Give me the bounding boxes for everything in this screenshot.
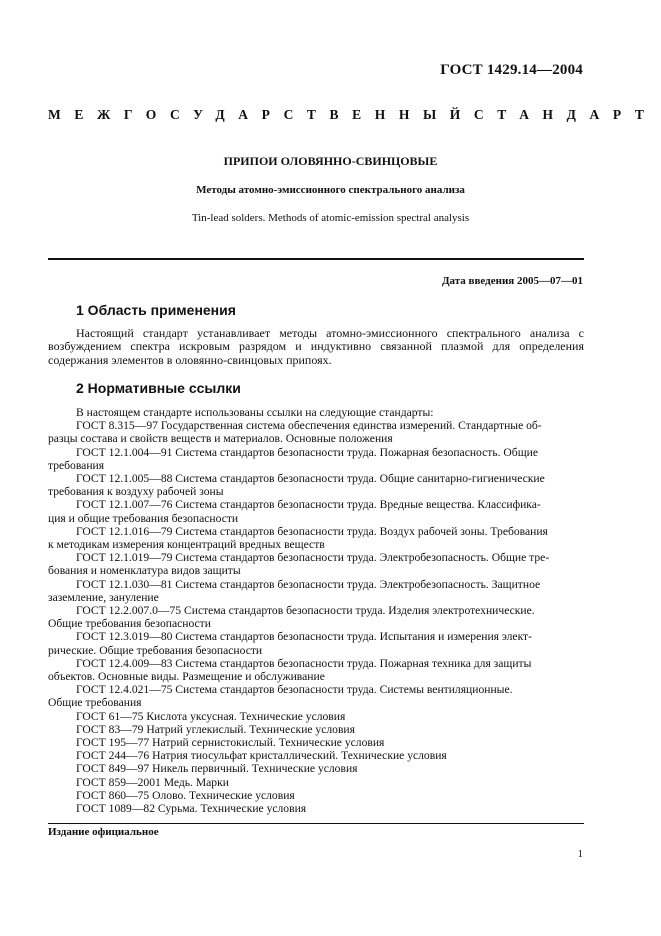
reference-line: разцы состава и свойств веществ и материалов. Основные положения [48, 432, 393, 446]
introduction-date: Дата введения 2005—07—01 [441, 275, 583, 287]
reference-line: ГОСТ 1089—82 Сурьма. Технические условия [76, 802, 307, 816]
reference-line: Общие требования безопасности [48, 617, 211, 631]
reference-line: ГОСТ 8.315—97 Государственная система обеспечения единства измерений. Стандартные об- [76, 419, 542, 433]
page-number: 1 [577, 848, 583, 860]
reference-line: В настоящем стандарте использованы ссылки на следующие стандарты: [76, 406, 434, 419]
standard-number: ГОСТ 1429.14—2004 [440, 62, 583, 78]
section-2-heading: 2 Нормативные ссылки [76, 380, 241, 396]
reference-line: ГОСТ 849—97 Никель первичный. Технические условия [76, 762, 358, 776]
reference-line: ГОСТ 860—75 Олово. Технические условия [76, 788, 295, 802]
normative-references-list [48, 406, 584, 815]
reference-line: заземление, зануление [48, 590, 159, 604]
reference-line: ГОСТ 859—2001 Медь. Марки [76, 775, 229, 789]
reference-line: ГОСТ 12.1.005—88 Система стандартов безопасности труда. Общие санитарно-гигиенические [76, 472, 545, 486]
reference-line: к методикам измерения концентраций вредных веществ [48, 538, 325, 552]
reference-line: ГОСТ 12.1.016—79 Система стандартов безопасности труда. Воздух рабочей зоны. Требования [76, 524, 548, 538]
reference-line: ГОСТ 12.2.007.0—75 Система стандартов безопасности труда. Изделия электротехнические. [76, 604, 535, 618]
reference-line: ГОСТ 12.1.019—79 Система стандартов безопасности труда. Электробезопасность. Общие тре- [76, 551, 550, 565]
reference-line: ГОСТ 12.1.007—76 Система стандартов безопасности труда. Вредные вещества. Классифика- [76, 498, 541, 512]
reference-line: ГОСТ 12.1.030—81 Система стандартов безопасности труда. Электробезопасность. Защитное [76, 577, 541, 591]
reference-line: ГОСТ 195—77 Натрий сернистокислый. Технические условия [76, 736, 385, 750]
header-divider [48, 258, 584, 260]
reference-line: бования и номенклатура видов защиты [48, 564, 241, 578]
reference-line: требования к воздуху рабочей зоны [48, 485, 224, 499]
document-subtitle: Методы атомно-эмиссионного спектрального анализа [196, 184, 465, 196]
standard-word: СТАНДАРТ [473, 107, 658, 122]
reference-line: ГОСТ 61—75 Кислота уксусная. Технические условия [76, 709, 346, 723]
reference-line: ГОСТ 83—79 Натрий углекислый. Технические условия [76, 722, 355, 736]
reference-line: ГОСТ 244—76 Натрия тиосульфат кристаллический. Технические условия [76, 749, 447, 763]
reference-line: ГОСТ 12.4.021—75 Система стандартов безопасности труда. Системы вентиляционные. [76, 683, 513, 697]
reference-line: Общие требования [48, 696, 142, 710]
reference-line: требования [48, 458, 105, 472]
interstate-word: МЕЖГОСУДАРСТВЕННЫЙ [48, 107, 474, 122]
reference-line: объектов. Основные виды. Размещение и обслуживание [48, 670, 325, 684]
section-1-heading: 1 Область применения [76, 302, 236, 318]
reference-line: ция и общие требования безопасности [48, 511, 239, 525]
english-title: Tin-lead solders. Methods of atomic-emission spectral analysis [191, 212, 470, 224]
section-1-text: Настоящий стандарт устанавливает методы атомно-эмиссионного спектрального анализа с возбуждением спектра искровым разрядом и индуктивно связанной плазмой для определения содержания элементов в оловянно-свинцовых припоях. [48, 326, 584, 367]
reference-line: рические. Общие требования безопасности [48, 643, 263, 657]
reference-line: ГОСТ 12.1.004—91 Система стандартов безопасности труда. Пожарная безопасность. Общие [76, 445, 538, 459]
reference-line: ГОСТ 12.4.009—83 Система стандартов безопасности труда. Пожарная техника для защиты [76, 656, 532, 670]
edition-label: Издание официальное [48, 826, 159, 838]
footer-divider [48, 823, 584, 824]
document-title: ПРИПОИ ОЛОВЯННО-СВИНЦОВЫЕ [223, 154, 438, 168]
reference-line: ГОСТ 12.3.019—80 Система стандартов безопасности труда. Испытания и измерения элект- [76, 630, 532, 644]
interstate-standard-banner [48, 107, 658, 123]
